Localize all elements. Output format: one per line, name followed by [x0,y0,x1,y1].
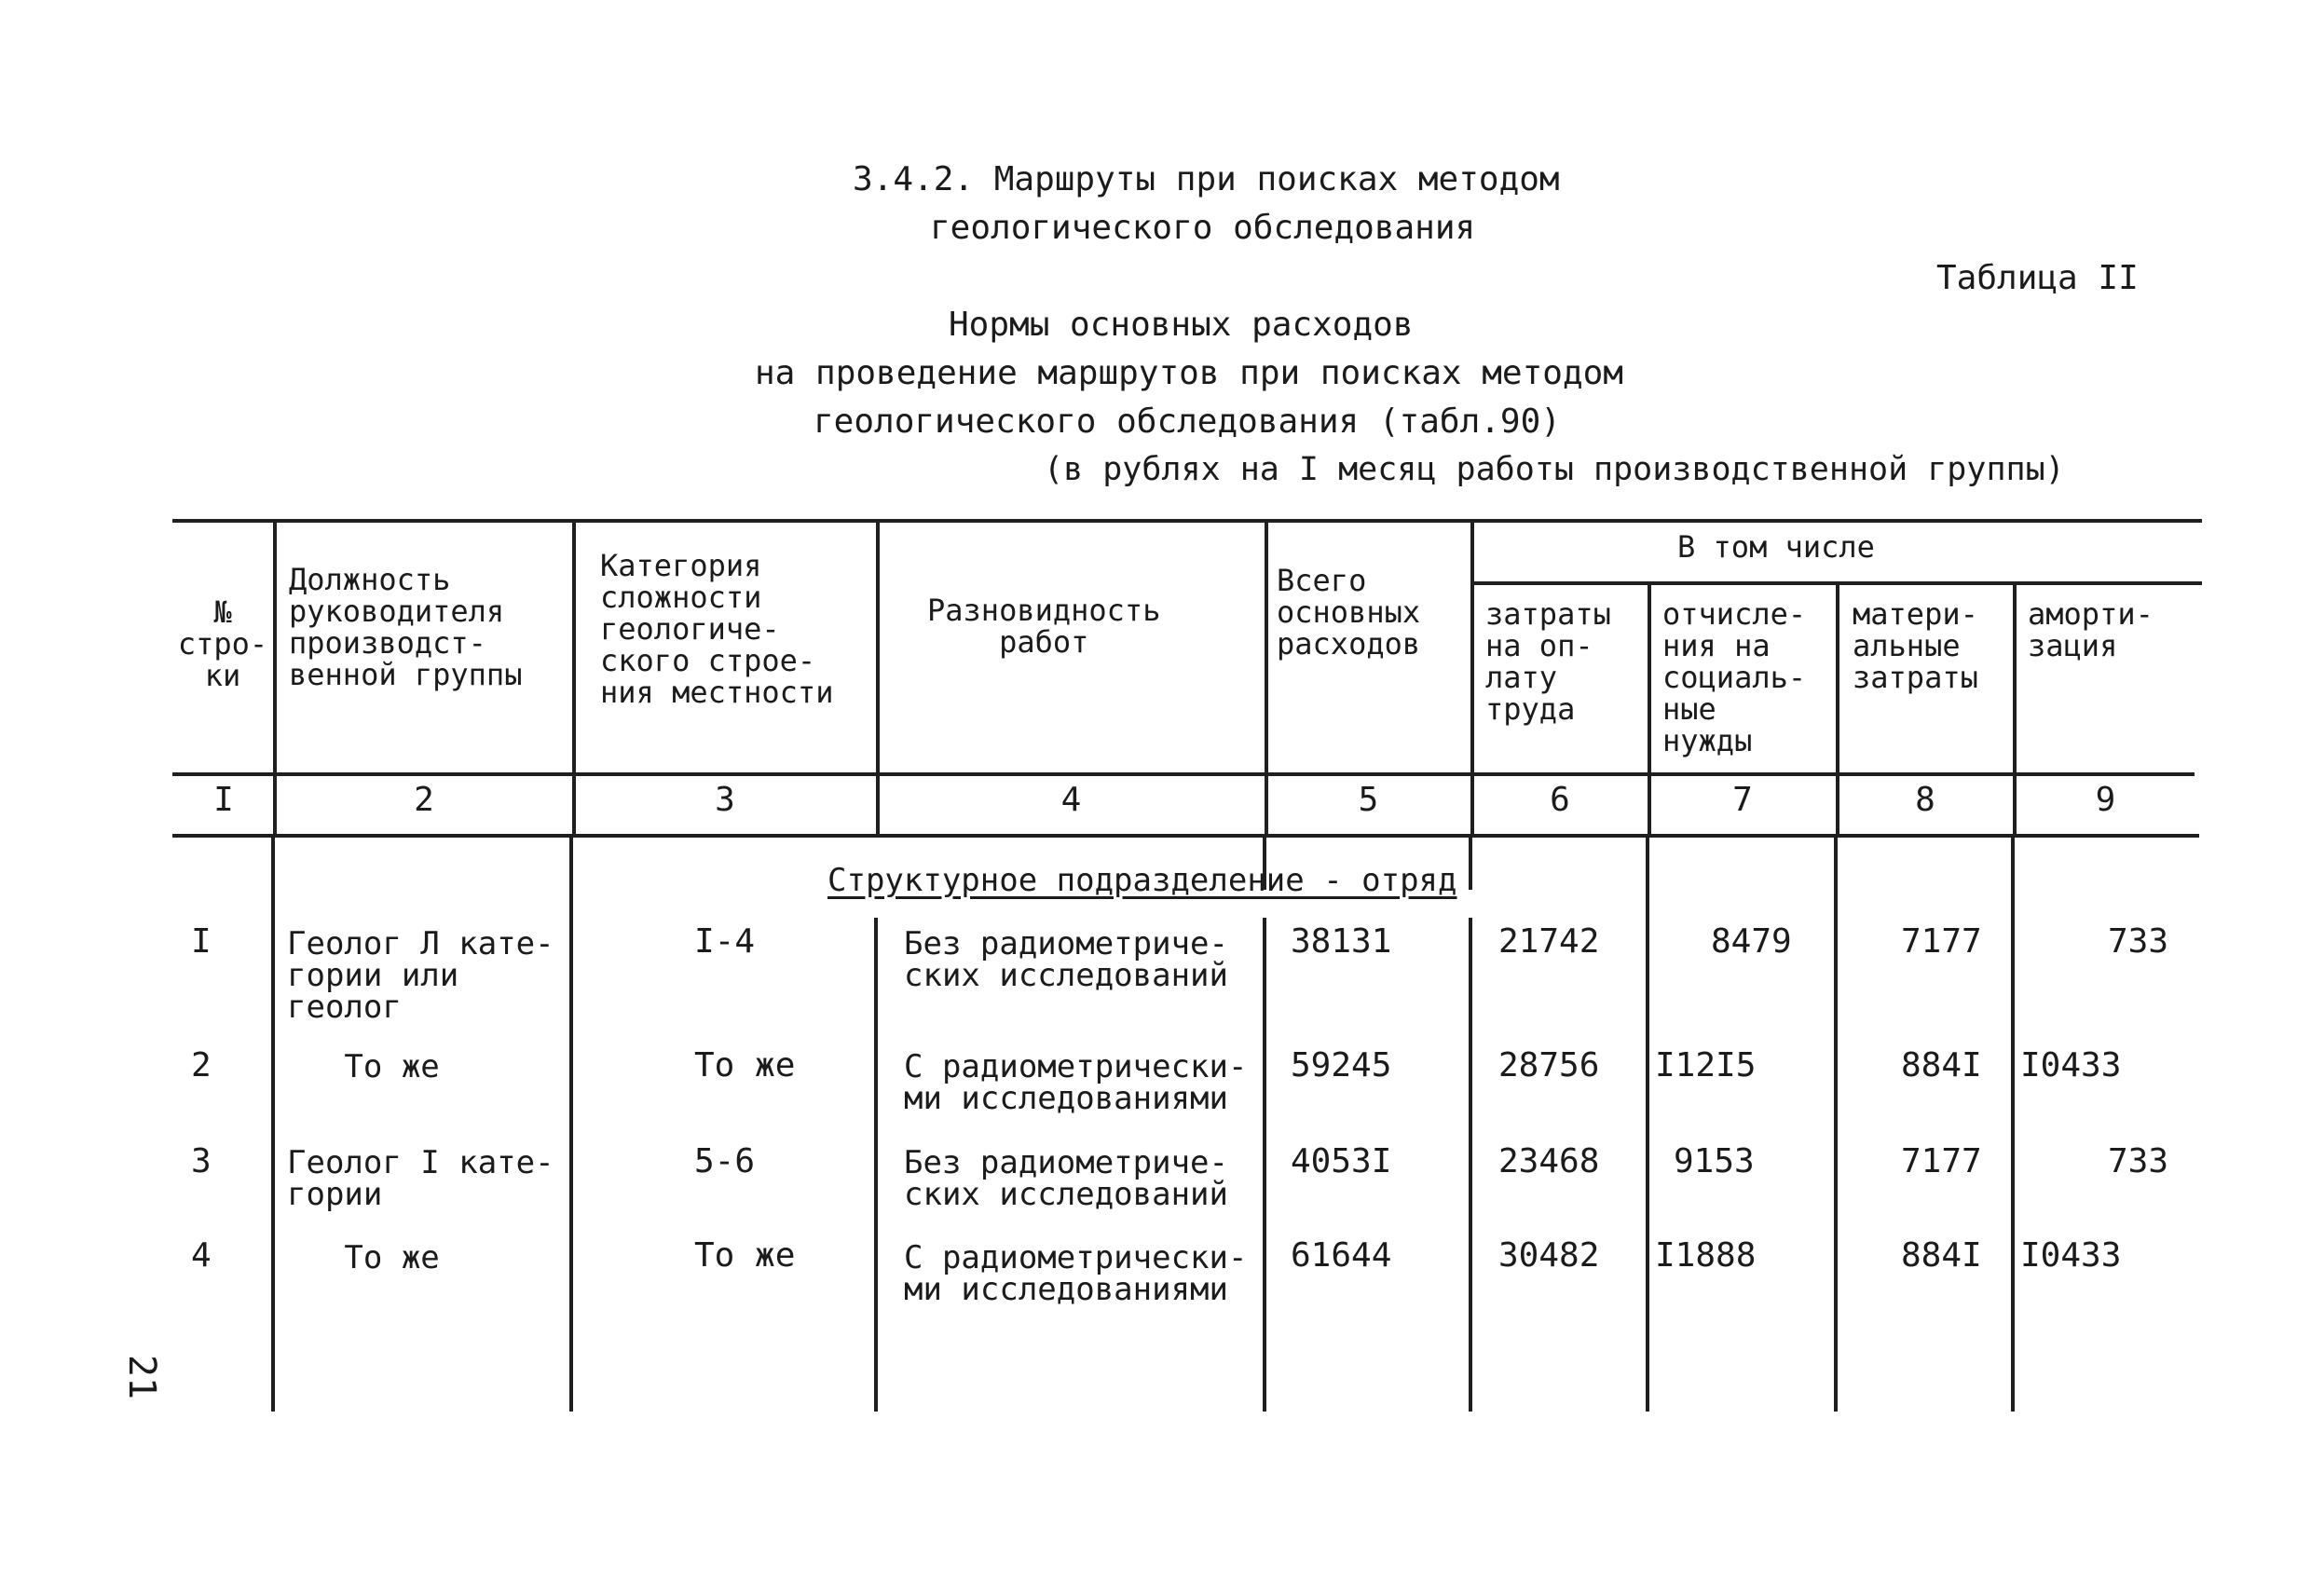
header-total: Всего основных расходов [1277,563,1421,662]
row-labor: 30482 [1498,1236,1600,1275]
body-divider-4 [1263,918,1266,1412]
header-group: В том числе [1677,529,1875,565]
body-divider-8 [2011,836,2015,1412]
row-materials: 884I [1901,1046,1982,1084]
section-title-line2: геологического обследования [930,209,1476,247]
row-position: То же [287,1239,440,1276]
column-numbers-bottom-rule [172,834,2199,838]
row-number: I [191,922,212,961]
header-bottom-rule [172,772,2195,776]
colnum-9: 9 [2095,781,2116,819]
row-position: Геолог I кате- гории [287,1144,554,1213]
body-divider-2 [569,836,573,1412]
body-divider-6 [1646,836,1649,1412]
table-title-line2: на проведение маршрутов при поисках методом [755,354,1623,392]
row-total: 61644 [1291,1236,1392,1275]
units-note: (в рублях на I месяц работы производственной группы) [1044,451,2065,488]
colnum-3: 3 [715,781,735,819]
colnum-8: 8 [1915,781,1935,819]
row-social: I12I5 [1655,1046,1757,1084]
colnum-7: 7 [1732,781,1753,819]
row-category: 5-6 [694,1142,756,1180]
row-total: 59245 [1291,1046,1392,1084]
row-amortization: I0433 [2020,1236,2122,1275]
header-materials: матери- альные затраты [1853,596,1978,695]
row-amortization: 733 [2108,1142,2169,1180]
row-materials: 7177 [1901,1142,1982,1180]
row-labor: 21742 [1498,922,1600,961]
colnum-1: I [213,781,234,819]
subsection-heading: Структурное подразделение - отряд [827,862,1457,899]
row-position: Геолог Л кате- гории или геолог [287,925,554,1026]
header-work-type: Разновидность работ [927,593,1161,660]
row-amortization: 733 [2108,922,2169,961]
header-labor: затраты на оп- лату труда [1485,596,1611,727]
row-work-type: С радиометрически- ми исследованиями [904,1239,1248,1308]
row-labor: 28756 [1498,1046,1600,1084]
colnum-4: 4 [1060,781,1082,819]
row-category: То же [694,1046,796,1084]
body-divider-1 [271,836,275,1412]
table-title-line3: геологического обследования (табл.90) [814,402,1561,441]
row-category: То же [694,1236,796,1275]
table-title-line1: Нормы основных расходов [949,306,1414,344]
colnum-5: 5 [1358,781,1379,819]
row-work-type: Без радиометриче- ских исследований [904,925,1228,994]
body-divider-3 [874,918,878,1412]
row-total: 38131 [1291,922,1392,961]
body-divider-4a [1469,836,1472,890]
row-category: I-4 [694,922,756,961]
row-materials: 7177 [1901,922,1982,961]
header-category: Категория сложности геологиче- ского строе- ния местности [600,548,834,710]
row-amortization: I0433 [2020,1046,2122,1084]
row-number: 2 [191,1046,212,1084]
table-label: Таблица II [1936,259,2139,297]
table-top-border [172,519,2202,523]
row-work-type: Без радиометриче- ских исследований [904,1144,1228,1213]
header-position: Должность руководителя производст- венной группы [289,562,523,692]
body-divider-7 [1834,836,1838,1412]
row-total: 4053I [1291,1142,1392,1180]
row-social: 8479 [1711,922,1792,961]
row-work-type: С радиометрически- ми исследованиями [904,1048,1248,1117]
row-social: 9153 [1674,1142,1755,1180]
page-number: 21 [120,1354,164,1400]
row-materials: 884I [1901,1236,1982,1275]
row-number: 4 [191,1236,212,1275]
row-number: 3 [191,1142,212,1180]
header-social: отчисле- ния на социаль- ные нужды [1662,596,1807,758]
header-row-number: № стро- ки [177,594,268,693]
row-position: То же [287,1048,440,1085]
body-divider-5 [1469,918,1472,1412]
colnum-2: 2 [414,781,434,819]
header-amortization: аморти- зация [2028,596,2154,663]
row-labor: 23468 [1498,1142,1600,1180]
row-social: I1888 [1655,1236,1757,1275]
section-title-line1: 3.4.2. Маршруты при поисках методом [853,160,1560,198]
colnum-6: 6 [1550,781,1570,819]
